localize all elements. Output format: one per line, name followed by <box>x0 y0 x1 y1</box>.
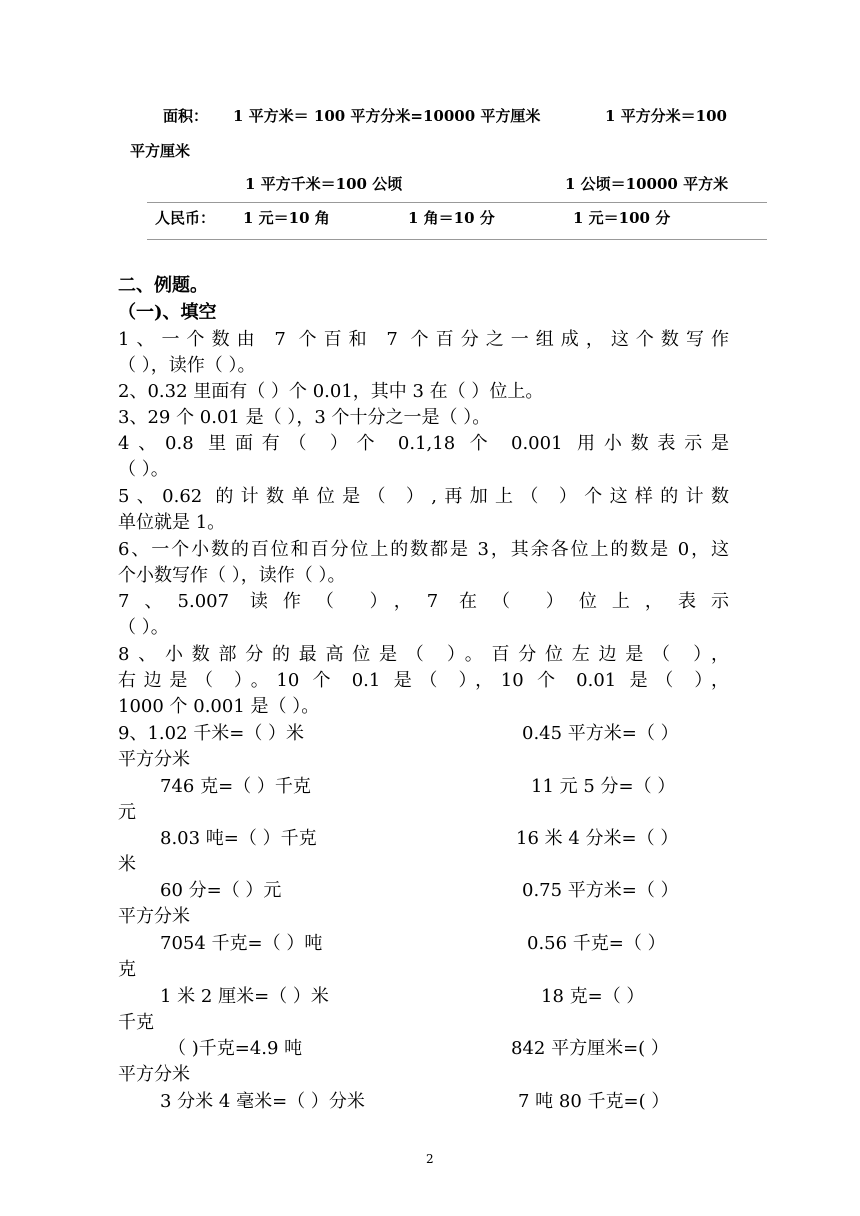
q9-row5-right: 0.56 千克=（ ） <box>527 933 666 954</box>
q9-row2-right: 11 元 5 分=（ ） <box>531 776 676 797</box>
question-5-line2: 单位就是 1。 <box>118 512 226 533</box>
page-number: 2 <box>426 1152 434 1166</box>
question-8-line1: 8、小数部分的最高位是（ ）。百分位左边是（ ）， <box>118 644 729 665</box>
question-8-line2: 右边是（ ）。10 个 0.1 是（ ），10 个 0.01 是（ ）， <box>118 670 729 691</box>
q9-row4-right: 0.75 平方米=（ ） <box>522 880 679 901</box>
q9-row8-right: 7 吨 80 千克=( ） <box>518 1091 670 1112</box>
question-6-line1: 6、一个小数的百位和百分位上的数都是 3，其余各位上的数是 0，这 <box>118 539 729 560</box>
table-divider <box>147 202 767 203</box>
question-1-line1: 1、一个数由 7 个百和 7 个百分之一组成，这个数写作 <box>118 329 729 350</box>
q9-row7-wrap: 平方分米 <box>118 1064 190 1085</box>
rmb-b: 1 角＝10 分 <box>408 209 495 227</box>
question-6-line2: 个小数写作（ ），读作（ ）。 <box>118 565 346 586</box>
q9-row7-right: 842 平方厘米=( ） <box>511 1038 669 1059</box>
q9-row6-wrap: 千克 <box>118 1012 154 1033</box>
table-bottom-border <box>147 239 767 240</box>
q9-row1-wrap: 平方分米 <box>118 749 190 770</box>
q9-row1-right: 0.45 平方米=（ ） <box>522 723 679 744</box>
area-row1-c: 平方厘米 <box>130 142 191 160</box>
q9-row4-left: 60 分=（ ）元 <box>160 880 282 901</box>
q9-row2-wrap: 元 <box>118 802 136 823</box>
question-8-line3: 1000 个 0.001 是（ ）。 <box>118 696 320 717</box>
q9-row5-wrap: 克 <box>118 959 136 980</box>
q9-row1-left: 9、1.02 千米=（ ）米 <box>118 723 305 744</box>
q9-row6-left: 1 米 2 厘米=（ ）米 <box>160 986 329 1007</box>
area-label: 面积： <box>163 107 209 125</box>
q9-row3-wrap: 米 <box>118 854 136 875</box>
q9-row3-right: 16 米 4 分米=（ ） <box>516 828 679 849</box>
section-title: 二、例题。 <box>118 275 208 296</box>
question-5-line1: 5、0.62 的计数单位是（ ）,再加上（ ）个这样的计数 <box>118 486 729 507</box>
rmb-c: 1 元＝100 分 <box>573 209 671 227</box>
q9-row4-wrap: 平方分米 <box>118 906 190 927</box>
question-7-line2: （ ）。 <box>118 617 169 638</box>
rmb-a: 1 元＝10 角 <box>243 209 330 227</box>
q9-row2-left: 746 克=（ ）千克 <box>160 776 311 797</box>
area-row1-b: 1 平方分米＝100 <box>605 107 727 125</box>
area-row2-a: 1 平方千米＝100 公顷 <box>245 175 403 193</box>
rmb-label: 人民币： <box>155 209 216 227</box>
area-row2-b: 1 公顷＝10000 平方米 <box>565 175 729 193</box>
question-4-line1: 4、0.8 里面有（ ）个 0.1,18 个 0.001 用小数表示是 <box>118 433 729 454</box>
question-7-line1: 7、5.007 读作（ ），7 在（ ）位上，表示 <box>118 591 729 612</box>
question-4-line2: （ ）。 <box>118 459 169 480</box>
q9-row5-left: 7054 千克=（ ）吨 <box>160 933 323 954</box>
question-1-line2: （ ），读作（ ）。 <box>118 355 256 376</box>
q9-row8-left: 3 分米 4 毫米=（ ）分米 <box>160 1091 365 1112</box>
question-3: 3、29 个 0.01 是（ ），3 个十分之一是（ ）。 <box>118 407 491 428</box>
q9-row3-left: 8.03 吨=（ ）千克 <box>160 828 317 849</box>
q9-row6-right: 18 克=（ ） <box>541 986 645 1007</box>
section-subtitle: （一)、填空 <box>118 302 217 323</box>
area-row1-a: 1 平方米＝ 100 平方分米=10000 平方厘米 <box>233 107 541 125</box>
question-2: 2、0.32 里面有（ ）个 0.01，其中 3 在（ ）位上。 <box>118 381 544 402</box>
q9-row7-left: （ )千克=4.9 吨 <box>168 1038 303 1059</box>
